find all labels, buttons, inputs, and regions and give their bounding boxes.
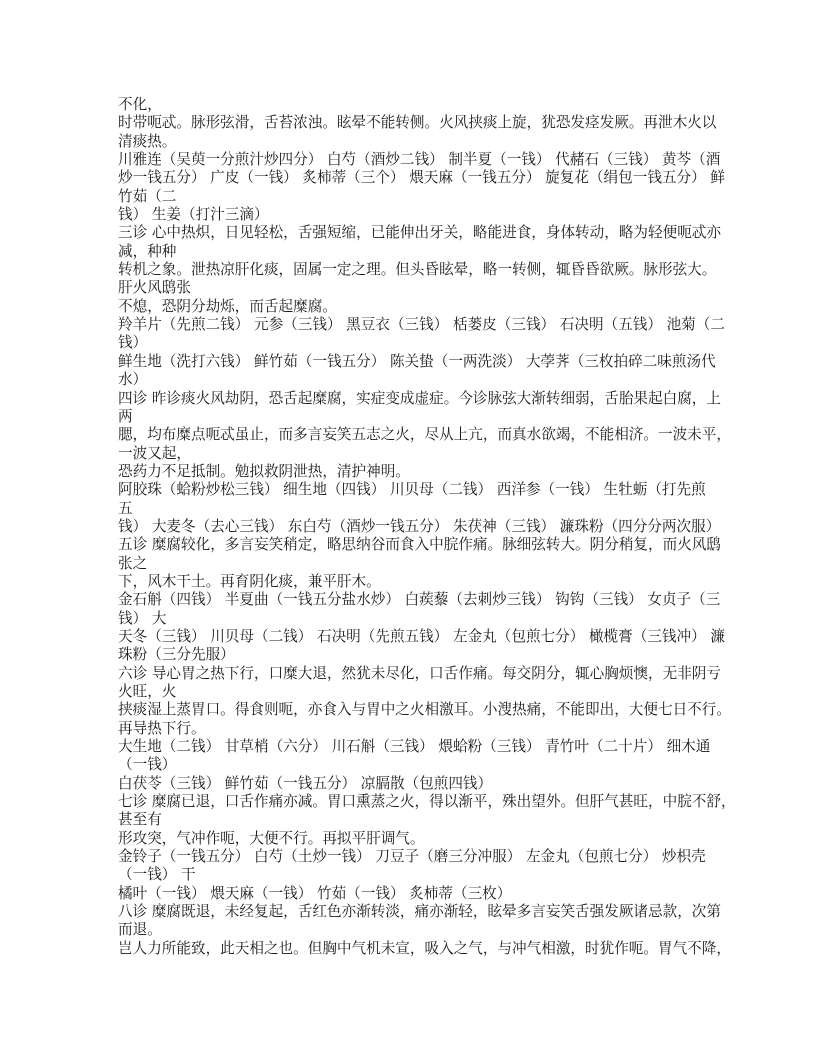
text-line: 不熄，恐阴分劫烁，而舌起糜腐。: [118, 297, 337, 315]
text-line: 四诊 昨诊痰火风劫阴，恐舌起糜腐，实症变成虚症。今诊脉弦大渐转细弱，舌胎果起白腐，上: [118, 389, 721, 407]
text-line: 橘叶（一钱） 煨天麻（一钱） 竹茹（一钱） 炙柿蒂（三枚）: [118, 884, 512, 902]
text-line: 八诊 糜腐既退，未经复起，舌红色亦渐转淡，痛亦渐轻，眩晕多言妄笑舌强发厥诸忌款，次第: [118, 903, 721, 921]
text-line: 钱）: [118, 334, 148, 352]
text-line: 两: [118, 407, 133, 425]
text-line: 五: [118, 499, 133, 517]
text-line: 时带呃忒。脉形弦滑，舌苔浓浊。眩晕不能转侧。火风挟痰上旋，犹恐发痉发厥。再泄木火以: [118, 114, 717, 132]
text-line: 再导热下行。: [118, 719, 206, 737]
text-line: 阿胶珠（蛤粉炒松三钱） 细生地（四钱） 川贝母（二钱） 西洋参（一钱） 生牡蛎（打先煎: [118, 481, 706, 499]
text-line: 金石斛（四钱） 半夏曲（一钱五分盐水炒） 白蒺藜（去刺炒三钱） 钩钩（三钱） 女贞子（三: [118, 591, 721, 609]
text-line: 清痰热。: [118, 132, 177, 150]
text-line: 钱） 大麦冬（去心三钱） 东白芍（酒炒一钱五分） 朱茯神（三钱） 濂珠粉（四分分两次服）: [118, 517, 721, 535]
text-line: 不化，: [118, 96, 162, 113]
text-line: 天冬（三钱） 川贝母（二钱） 石决明（先煎五钱） 左金丸（包煎七分） 橄榄膏（三钱冲） 濂: [118, 627, 725, 645]
text-line: 肝火风鸱张: [118, 279, 191, 297]
text-line: 下，风木干土。再育阴化痰，兼平肝木。: [118, 572, 381, 590]
text-line: 水）: [118, 371, 148, 389]
text-line: 钱） 生姜（打汁三滴）: [118, 206, 269, 224]
text-line: 而退。: [118, 921, 162, 939]
text-line: 白茯苓（三钱） 鲜竹茹（一钱五分） 凉膈散（包煎四钱）: [118, 774, 493, 792]
text-line: 恐药力不足抵制。勉拟救阴泄热，清护神明。: [118, 462, 410, 480]
text-line: 一波又起，: [118, 444, 191, 462]
text-line: （一钱） 干: [118, 866, 196, 884]
text-line: 岂人力所能致，此天相之也。但胸中气机未宣，吸入之气，与冲气相激，时犹作呃。胃气不降，: [118, 939, 731, 957]
text-line: 鲜生地（洗打六钱） 鲜竹茹（一钱五分） 陈关蛰（一两洗淡） 大荸荠（三枚拍碎二味煎汤代: [118, 352, 716, 370]
text-line: 七诊 糜腐已退，口舌作痛亦减。胃口熏蒸之火，得以渐平，殊出望外。但肝气甚旺，中脘不舒，: [118, 793, 736, 811]
text-line: 羚羊片（先煎二钱） 元参（三钱） 黑豆衣（三钱） 栝蒌皮（三钱） 石决明（五钱） 池菊（二: [118, 316, 725, 334]
text-line: 减，种种: [118, 242, 177, 260]
text-line: 六诊 导心胃之热下行，口糜大退，然犹未尽化，口舌作痛。每交阴分，辄心胸烦懊，无非阴亏: [118, 664, 721, 682]
text-line: 火旺，火: [118, 683, 177, 700]
text-line: 大生地（二钱） 甘草梢（六分） 川石斛（三钱） 煨蛤粉（三钱） 青竹叶（二十片） 细木通: [118, 738, 711, 756]
document-page: [118, 96, 736, 958]
text-line: 五诊 糜腐较化，多言妄笑稍定，略思纳谷而食入中脘作痛。脉细弦转大。阴分稍复，而火风鸱: [118, 536, 721, 554]
text-line: 炒一钱五分） 广皮（一钱） 炙柿蒂（三个） 煨天麻（一钱五分） 旋复花（绢包一钱五分） 鲜: [118, 169, 725, 187]
text-line: 腮，均布糜点呃忒虽止，而多言妄笑五志之火，尽从上亢，而真水欲竭，不能相济。一波未平，: [118, 426, 731, 444]
text-line: 珠粉（三分先服）: [118, 646, 235, 664]
text-line: 竹茹（二: [118, 187, 177, 205]
text-line: 金铃子（一钱五分） 白芍（土炒一钱） 刀豆子（磨三分冲服） 左金丸（包煎七分） 炒枳壳: [118, 848, 706, 866]
text-line: 挟痰湿上蒸胃口。得食则呃，亦食入与胃中之火相激耳。小溲热痛，不能即出，大便七日不行。: [118, 701, 731, 719]
text-line: 三诊 心中热炽，日见轻松，舌强短缩，已能伸出牙关，略能进食，身体转动，略为轻便呃忒亦: [118, 224, 721, 242]
text-line: （一钱）: [118, 756, 177, 774]
text-line: 川雅连（吴萸一分煎汁炒四分） 白芍（酒炒二钱） 制半夏（一钱） 代赭石（三钱） 黄芩（酒: [118, 151, 721, 169]
text-line: 转机之象。泄热凉肝化痰，固属一定之理。但头昏眩晕，略一转侧，辄昏昏欲厥。脉形弦大。: [118, 261, 717, 279]
text-line: 钱） 大: [118, 609, 167, 627]
text-line: 张之: [118, 554, 148, 572]
text-line: 形攻突，气冲作呃，大便不行。再拟平肝调气。: [118, 829, 425, 847]
text-line: 甚至有: [118, 811, 162, 829]
